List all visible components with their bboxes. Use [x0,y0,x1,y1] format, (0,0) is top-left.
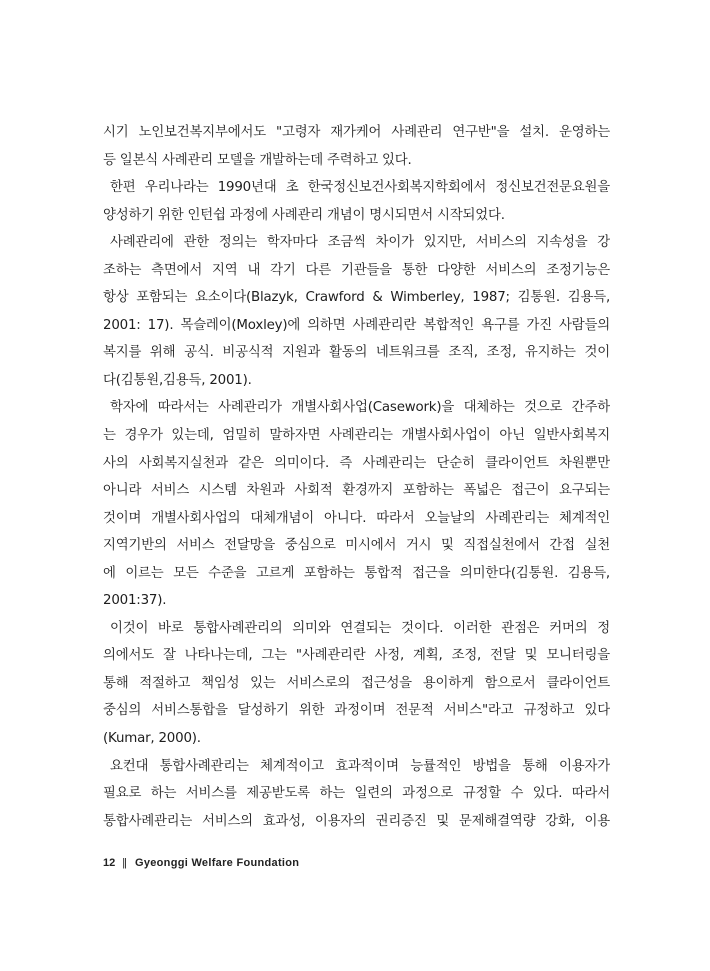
text-line: (Kumar, 2000). [103,731,201,747]
text-line: 에 이르는 모든 수준을 고르게 포함하는 통합적 접근을 의미한다(김통원. 김용득, [103,565,610,581]
text-line: 의에서도 잘 나타나는데, 그는 "사례관리란 사정, 계획, 조정, 전달 및 모니터링을 [103,648,610,664]
footer-organization: Gyeonggi Welfare Foundation [134,857,300,869]
paragraph [103,394,610,614]
text-line: 등 일본식 사례관리 모델을 개발하는데 주력하고 있다. [103,152,412,168]
text-line: 조하는 측면에서 지역 내 각기 다른 기관들을 통한 다양한 서비스의 조정기능은 [103,262,610,278]
paragraph [103,229,610,394]
text-line: 사례관리에 관한 정의는 학자마다 조금씩 차이가 있지만, 서비스의 지속성을 강 [110,235,610,251]
paragraph [103,119,610,174]
footer-separator: || [122,857,126,869]
text-line: 것이며 개별사회사업의 대체개념이 아니다. 따라서 오늘날의 사례관리는 체계적인 [103,510,610,526]
text-line: 2001:37). [103,593,167,609]
text-line: 학자에 따라서는 사례관리가 개별사회사업(Casework)을 대체하는 것으로 간주하 [110,400,610,416]
paragraph [103,615,610,753]
text-line: 중심의 서비스통합을 달성하기 위한 과정이며 전문적 서비스"라고 규정하고 있다 [103,703,610,719]
text-line: 통해 적절하고 책임성 있는 서비스로의 접근성을 용이하게 함으로서 클라이언트 [103,675,610,691]
text-line: 한편 우리나라는 1990년대 초 한국정신보건사회복지학회에서 정신보건전문요원을 [110,180,610,196]
page-number: 12 [103,857,116,869]
text-line: 필요로 하는 서비스를 제공받도록 하는 일련의 과정으로 규정할 수 있다. 따라서 [103,786,610,802]
text-line: 지역기반의 서비스 전달망을 중심으로 미시에서 거시 및 직접실천에서 간접 실천 [103,538,610,554]
text-line: 다(김통원,김용득, 2001). [103,372,252,388]
text-line: 2001: 17). 목슬레이(Moxley)에 의하면 사례관리란 복합적인 욕구를 가진 사람들의 [103,317,610,333]
paragraph [103,753,610,836]
body-text [103,119,610,835]
text-line: 복지를 위해 공식. 비공식적 지원과 활동의 네트워크를 조직, 조정, 유지하는 것이 [103,345,610,361]
text-line: 요컨대 통합사례관리는 체계적이고 효과적이며 능률적인 방법을 통해 이용자가 [110,758,610,774]
text-line: 아니라 서비스 시스템 차원과 사회적 환경까지 포함하는 폭넓은 접근이 요구되는 [103,483,610,499]
text-line: 시기 노인보건복지부에서도 "고령자 재가케어 사례관리 연구반"을 설치. 운영하는 [103,125,610,140]
text-line: 는 경우가 있는데, 엄밀히 말하자면 사례관리는 개별사회사업이 아닌 일반사회복지 [103,428,610,444]
text-line: 양성하기 위한 인턴쉽 과정에 사례관리 개념이 명시되면서 시작되었다. [103,207,505,223]
text-line: 사의 사회복지실천과 같은 의미이다. 즉 사례관리는 단순히 클라이언트 차원뿐만 [103,455,610,471]
text-line: 통합사례관리는 서비스의 효과성, 이용자의 권리증진 및 문제해결역량 강화, 이용 [103,813,610,829]
page-footer [103,857,299,869]
text-line: 이것이 바로 통합사례관리의 의미와 연결되는 것이다. 이러한 관점은 커머의 정 [110,620,610,636]
text-line: 항상 포함되는 요소이다(Blazyk, Crawford & Wimberley, 1987; 김통원. 김용득, [103,290,610,306]
paragraph [103,174,610,229]
